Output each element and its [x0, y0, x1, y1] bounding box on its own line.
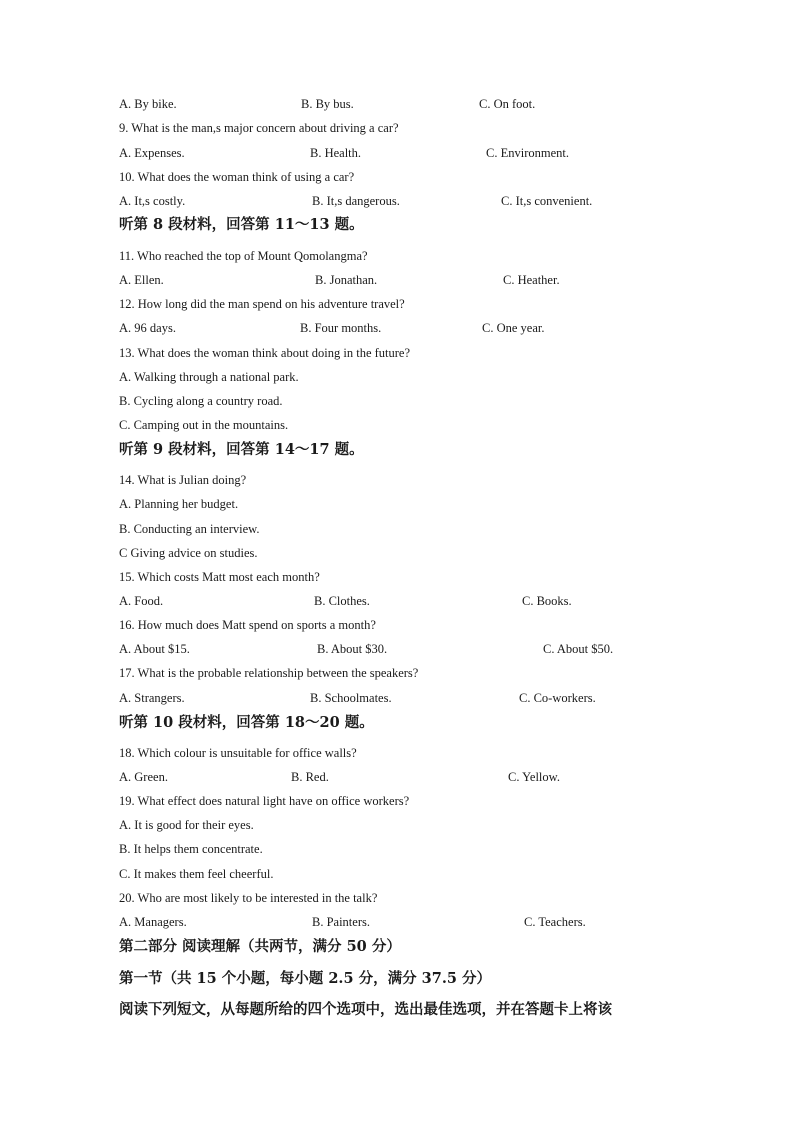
- q18-option-b: B. Red.: [291, 770, 329, 784]
- q9-question: 9. What is the man,s major concern about driving a car?: [119, 121, 399, 135]
- q17-option-c: C. Co-workers.: [519, 691, 596, 705]
- q16-option-a: A. About $15.: [119, 642, 190, 656]
- q8-option-a: A. By bike.: [119, 97, 177, 111]
- section-10-heading: 听第 10 段材料，回答第 18～20 题。: [119, 714, 374, 731]
- q14-question: 14. What is Julian doing?: [119, 473, 247, 487]
- q10-option-b: B. It,s dangerous.: [312, 194, 400, 208]
- q16-option-c: C. About $50.: [543, 642, 614, 656]
- part-2-section-1-heading: 第一节（共 15 个小题，每小题 2.5 分，满分 37.5 分）: [119, 970, 492, 987]
- q10-question: 10. What does the woman think of using a car?: [119, 170, 355, 184]
- q12-option-a: A. 96 days.: [119, 321, 176, 335]
- part-2-heading: 第二部分 阅读理解（共两节，满分 50 分）: [119, 938, 401, 955]
- q12-question: 12. How long did the man spend on his adventure travel?: [119, 297, 405, 311]
- q13-option-b: B. Cycling along a country road.: [119, 394, 283, 408]
- section-9-heading: 听第 9 段材料，回答第 14～17 题。: [119, 441, 364, 458]
- q14-option-c: C Giving advice on studies.: [119, 546, 258, 560]
- q16-option-b: B. About $30.: [317, 642, 388, 656]
- q18-option-c: C. Yellow.: [508, 770, 560, 784]
- q20-option-c: C. Teachers.: [524, 915, 586, 929]
- reading-instructions: 阅读下列短文，从每题所给的四个选项中，选出最佳选项，并在答题卡上将该: [119, 1001, 612, 1018]
- q9-option-c: C. Environment.: [486, 146, 569, 160]
- q19-option-a: A. It is good for their eyes.: [119, 818, 254, 832]
- q11-question: 11. Who reached the top of Mount Qomolangma?: [119, 249, 368, 263]
- q11-option-c: C. Heather.: [503, 273, 560, 287]
- q16-question: 16. How much does Matt spend on sports a month?: [119, 618, 376, 632]
- q9-option-b: B. Health.: [310, 146, 362, 160]
- q17-option-b: B. Schoolmates.: [310, 691, 392, 705]
- q19-option-b: B. It helps them concentrate.: [119, 842, 263, 856]
- q20-option-a: A. Managers.: [119, 915, 187, 929]
- q9-option-a: A. Expenses.: [119, 146, 185, 160]
- q15-option-b: B. Clothes.: [314, 594, 370, 608]
- q10-option-a: A. It,s costly.: [119, 194, 186, 208]
- q19-option-c: C. It makes them feel cheerful.: [119, 867, 274, 881]
- q10-option-c: C. It,s convenient.: [501, 194, 593, 208]
- q17-option-a: A. Strangers.: [119, 691, 185, 705]
- q19-question: 19. What effect does natural light have on office workers?: [119, 794, 410, 808]
- section-8-heading: 听第 8 段材料，回答第 11～13 题。: [119, 216, 364, 233]
- q8-option-b: B. By bus.: [301, 97, 354, 111]
- q13-option-a: A. Walking through a national park.: [119, 370, 299, 384]
- q20-option-b: B. Painters.: [312, 915, 370, 929]
- q12-option-b: B. Four months.: [300, 321, 382, 335]
- q14-option-b: B. Conducting an interview.: [119, 522, 260, 536]
- q14-option-a: A. Planning her budget.: [119, 497, 239, 511]
- q11-option-b: B. Jonathan.: [315, 273, 378, 287]
- q13-option-c: C. Camping out in the mountains.: [119, 418, 289, 432]
- q8-option-c: C. On foot.: [479, 97, 536, 111]
- q15-option-a: A. Food.: [119, 594, 164, 608]
- q12-option-c: C. One year.: [482, 321, 545, 335]
- q15-question: 15. Which costs Matt most each month?: [119, 570, 320, 584]
- q15-option-c: C. Books.: [522, 594, 572, 608]
- q18-option-a: A. Green.: [119, 770, 168, 784]
- q17-question: 17. What is the probable relationship between the speakers?: [119, 666, 419, 680]
- q18-question: 18. Which colour is unsuitable for office walls?: [119, 746, 357, 760]
- q20-question: 20. Who are most likely to be interested in the talk?: [119, 891, 378, 905]
- q13-question: 13. What does the woman think about doing in the future?: [119, 346, 411, 360]
- q11-option-a: A. Ellen.: [119, 273, 164, 287]
